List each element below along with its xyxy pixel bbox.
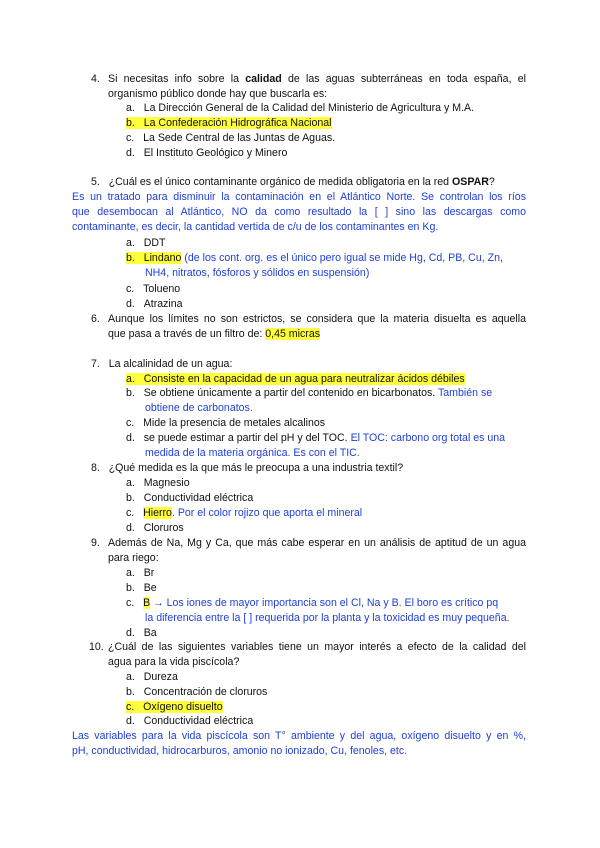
q6-text-line1: Aunque los límites no son estrictos, se considera que la materia disuelta es aquella [108, 313, 526, 325]
q8-text: 8. ¿Qué medida es la que más le preocupa a una industria textil? [91, 462, 404, 474]
q7-option-a: a. Consiste en la capacidad de un agua para neutralizar ácidos débiles [126, 373, 465, 385]
q5-option-c: c. Tolueno [126, 283, 181, 295]
q10-note-line2: pH, conductividad, hidrocarburos, amonio no ionizado, Cu, fenoles, etc. [72, 745, 408, 757]
q9-text-line2: para riego: [108, 552, 159, 564]
q5-note-line2: que desembocan al Atlántico, NO da como resultado la [ ] sino las descargas como [72, 206, 526, 218]
q4-text-line1: Si necesitas info sobre la calidad de las aguas subterráneas en toda españa, el [108, 73, 527, 85]
q9-option-c-note-line2: la diferencia entre la [ ] requerida por la planta y la toxicidad es muy pequeña. [145, 612, 510, 624]
q10-note-line1: Las variables para la vida piscícola son T° ambiente y del agua, oxígeno disuelto y en %, [72, 730, 526, 742]
q9-option-d: d. Ba [126, 627, 157, 639]
q5-option-d: d. Atrazina [126, 298, 183, 310]
q10-option-b: b. Concentración de cloruros [126, 686, 268, 698]
q8-option-c: c. Hierro. Por el color rojizo que aporta el mineral [126, 507, 363, 519]
q7-text: 7. La alcalinidad de un agua: [91, 358, 233, 370]
q4-option-a: a. La Dirección General de la Calidad del Ministerio de Agricultura y M.A. [126, 102, 475, 114]
q7-option-d: d. se puede estimar a partir del pH y del TOC. El TOC: carbono org total es una [126, 432, 506, 444]
q4-text-line2: organismo público donde hay que buscarla es: [108, 88, 328, 100]
q10-option-c: c. Oxígeno disuelto [126, 701, 223, 713]
q7-option-d-note-line2: medida de la materia orgánica. Es con el TIC. [145, 447, 360, 459]
q5-note-line1: Es un tratado para disminuir la contaminación en el Atlántico Norte. Se controlan los ríos [72, 191, 526, 203]
q10-text-line2: agua para la vida piscícola? [108, 656, 240, 668]
q10-text-line1: ¿Cuál de las siguientes variables tiene un mayor interés a efecto de la calidad del [108, 641, 526, 653]
q9-number: 9. [91, 537, 100, 549]
q10-number: 10. [89, 641, 104, 653]
q4-number: 4. [91, 73, 100, 85]
q4-option-c: c. La Sede Central de las Juntas de Aguas. [126, 132, 336, 144]
q8-option-b: b. Conductividad eléctrica [126, 492, 254, 504]
q10-option-a: a. Dureza [126, 671, 178, 683]
q6-number: 6. [91, 313, 100, 325]
q8-option-d: d. Cloruros [126, 522, 184, 534]
q5-option-b-note-line2: NH4, nitratos, fósforos y sólidos en suspensión) [145, 267, 370, 279]
q6-text-line2: que pasa a través de un filtro de: 0,45 micras [108, 328, 321, 340]
q9-option-c: c. B → Los iones de mayor importancia son el Cl, Na y B. El boro es crítico pq [126, 597, 499, 609]
q4-option-d: d. El Instituto Geológico y Minero [126, 147, 288, 159]
q5-note-line3: contaminante, es decir, la cantidad vertida de c/u de los contaminantes en Kg. [72, 221, 439, 233]
q9-option-b: b. Be [126, 582, 157, 594]
q7-option-b-note-line2: obtiene de carbonatos. [145, 402, 253, 414]
q4-option-b: b. La Confederación Hidrográfica Nacional [126, 117, 332, 129]
q5-text: 5. ¿Cuál es el único contaminante orgánico de medida obligatoria en la red OSPAR? [91, 176, 495, 188]
q5-option-a: a. DDT [126, 237, 166, 249]
q8-option-a: a. Magnesio [126, 477, 190, 489]
q10-option-d: d. Conductividad eléctrica [126, 715, 254, 727]
q7-option-c: c. Mide la presencia de metales alcalinos [126, 417, 326, 429]
q9-option-a: a. Br [126, 567, 155, 579]
q7-option-b: b. Se obtiene únicamente a partir del contenido en bicarbonatos. También se [126, 387, 493, 399]
q9-text-line1: Además de Na, Mg y Ca, que más cabe esperar en un análisis de aptitud de un agua [108, 537, 526, 549]
q5-option-b: b. Lindano (de los cont. org. es el único pero igual se mide Hg, Cd, PB, Cu, Zn, [126, 252, 503, 264]
